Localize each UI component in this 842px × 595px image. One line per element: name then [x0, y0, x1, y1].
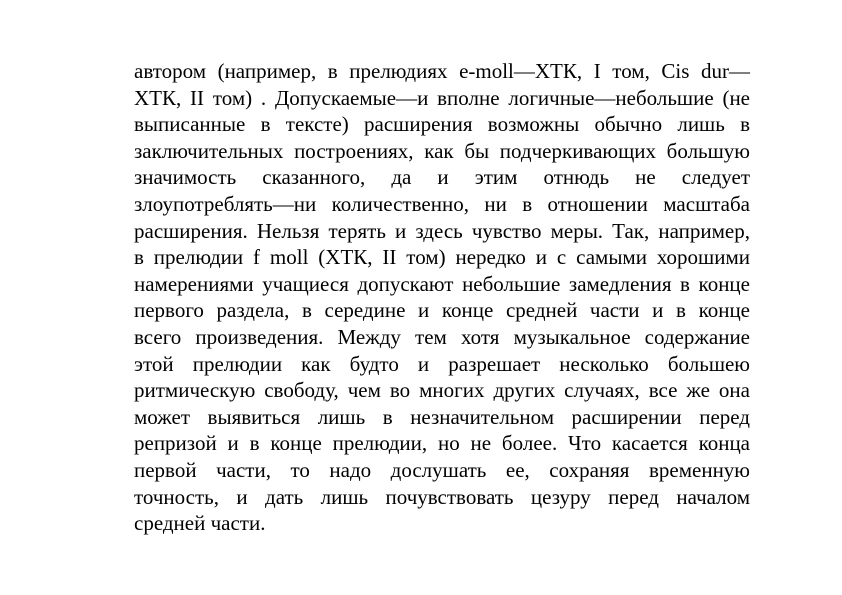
text-line: в прелюдии f moll (ХТК, II том) нередко и с самыми хорошими [134, 245, 750, 270]
text-line: ХТК, II том) . Допускаемые—и вполне логичные—небольшие (не [134, 85, 750, 110]
text-line: средней части. [134, 511, 266, 536]
text-line: репризой и в конце прелюдии, но не более. Что касается конца [134, 431, 750, 456]
text-line: автором (например, в прелюдиях e-moll—ХТК, I том, Cis dur— [134, 59, 750, 83]
text-line: всего произведения. Между тем хотя музыкальное содержание [134, 324, 750, 349]
text-line: заключительных построениях, как бы подчеркивающих большую [134, 138, 750, 163]
text-line: первого раздела, в середине и конце средней части и в конце [134, 298, 750, 323]
text-line: намерениями учащиеся допускают небольшие замедления в конце [134, 271, 750, 296]
text-line: этой прелюдии как будто и разрешает несколько большею [134, 351, 750, 376]
text-line: выписанные в тексте) расширения возможны обычно лишь в [134, 112, 750, 137]
text-line: злоупотреблять—ни количественно, ни в отношении масштаба [134, 191, 750, 216]
text-line: значимость сказанного, да и этим отнюдь не следует [134, 165, 750, 190]
text-line: расширения. Нельзя терять и здесь чувство меры. Так, например, [134, 218, 750, 243]
text-line: может выявиться лишь в незначительном расширении перед [134, 404, 750, 429]
text-line: первой части, то надо дослушать ее, сохраняя временную [134, 457, 750, 482]
body-paragraph [134, 58, 750, 537]
text-line: ритмическую свободу, чем во многих других случаях, все же она [134, 378, 750, 403]
text-line: точность, и дать лишь почувствовать цезуру перед началом [134, 484, 750, 509]
